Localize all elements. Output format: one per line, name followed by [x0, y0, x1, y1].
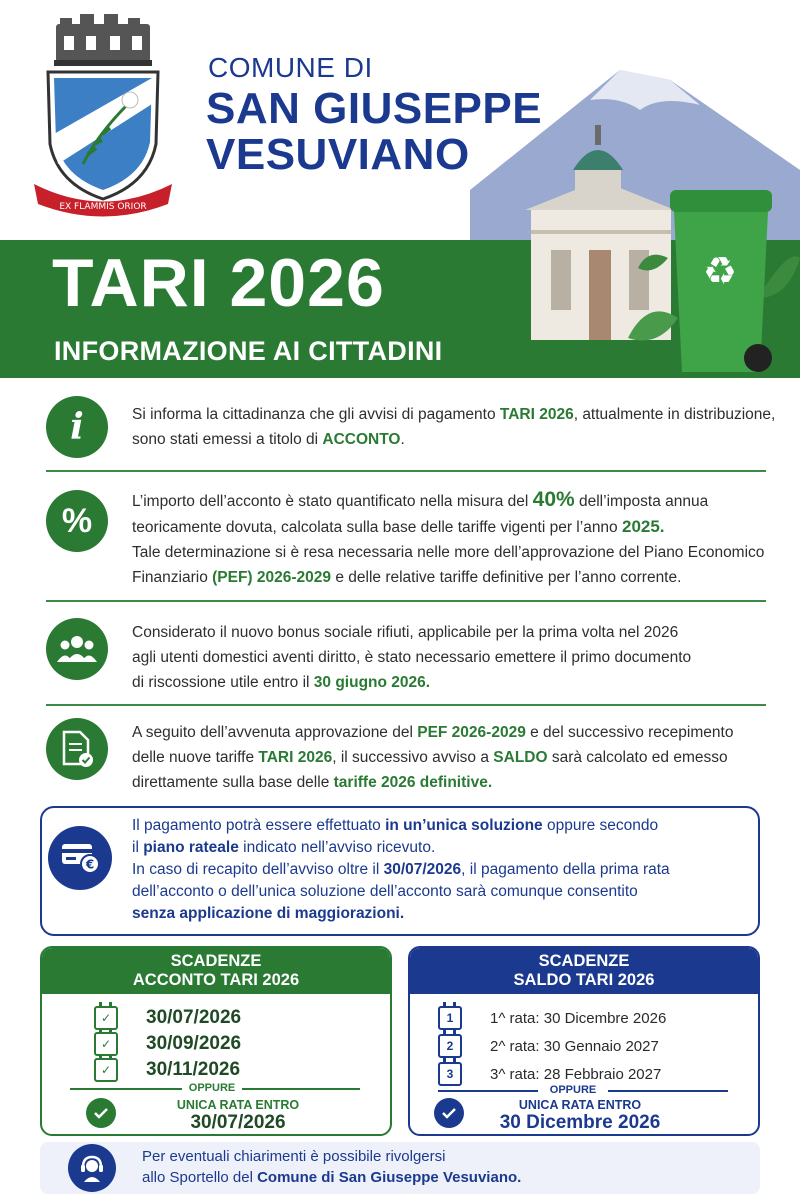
municipal-crest-logo	[28, 14, 178, 224]
acconto-header: SCADENZE ACCONTO TARI 2026	[42, 948, 390, 994]
comune-name-line2: VESUVIANO	[206, 130, 470, 179]
info-icon: i	[46, 396, 108, 458]
comune-di-label: COMUNE DI	[208, 52, 373, 83]
calendar-2-icon: 2	[438, 1034, 462, 1058]
calendar-check-icon: ✓	[94, 1006, 118, 1030]
acconto-date-1: ✓ 30/07/2026	[94, 1006, 241, 1030]
saldo-unica-rata: UNICA RATA ENTRO 30 Dicembre 2026	[499, 1098, 661, 1133]
banner-title: TARI 2026	[52, 245, 385, 321]
recycling-bin-illustration	[608, 188, 800, 380]
calendar-1-icon: 1	[438, 1006, 462, 1030]
saldo-deadlines-box	[408, 946, 760, 1136]
info-row-2: L’importo dell’acconto è stato quantificato nella misura del 40% dell’imposta annua teoricamente dovuta, calcolata sulla base delle tariffe vigenti per l’anno 2025. Tale determinazione si è resa necessaria nelle more dell’approvazione del Piano Economico Finanziario (PEF) 2026-2029 e delle relative tariffe definitive per l’anno corrente.	[132, 488, 765, 586]
info-row-3: Considerato il nuovo bonus sociale rifiuti, applicabile per la prima volta nel 2026 agli utenti domestici aventi diritto, è stato necessario emettere il primo documento di riscossione utile entro il 30 giugno 2026.	[132, 624, 692, 691]
oppure-label: OPPURE	[538, 1084, 608, 1096]
acconto-unica-rata: UNICA RATA ENTRO 30/07/2026	[176, 1098, 300, 1133]
svg-text:♻: ♻	[702, 249, 738, 293]
saldo-rata-2: 2 2^ rata: 30 Gennaio 2027	[438, 1034, 659, 1058]
calendar-check-icon: ✓	[94, 1058, 118, 1082]
crest-motto: EX FLAMMIS ORIOR	[59, 202, 147, 212]
svg-text:€: €	[85, 857, 95, 872]
footer-text: Per eventuali chiarimenti è possibile rivolgersi allo Sportello del Comune di San Giuseppe Vesuviano.	[142, 1148, 522, 1186]
payment-text: Il pagamento potrà essere effettuato in un’unica soluzione oppure secondo il piano rateale indicato nell’avviso ricevuto. In caso di recapito dell’avviso oltre il 30/07/2026, il pagamento della prima rata dell’acconto o dell’unica soluzione dell’acconto sarà comunque consentito senza applicazione di maggiorazioni.	[132, 817, 670, 922]
acconto-date-3: ✓ 30/11/2026	[94, 1058, 240, 1082]
check-circle-icon	[86, 1098, 116, 1128]
oppure-label: OPPURE	[182, 1082, 242, 1094]
calendar-check-icon: ✓	[94, 1032, 118, 1056]
acconto-date-2: ✓ 30/09/2026	[94, 1032, 241, 1056]
headset-icon	[68, 1144, 116, 1192]
info-row-4: A seguito dell’avvenuta approvazione del PEF 2026-2029 e del successivo recepimento delle nuove tariffe TARI 2026, il successivo avviso a SALDO sarà calcolato ed emesso direttamente sulla base delle tariffe 2026 definitive.	[132, 724, 734, 791]
calendar-3-icon: 3	[438, 1062, 462, 1086]
comune-name-line1: SAN GIUSEPPE	[206, 84, 543, 133]
divider	[46, 704, 766, 706]
check-circle-icon	[434, 1098, 464, 1128]
card-euro-icon	[48, 826, 112, 890]
people-icon	[46, 618, 108, 680]
divider	[46, 600, 766, 602]
divider	[46, 470, 766, 472]
percent-icon: %	[46, 490, 108, 552]
saldo-header: SCADENZE SALDO TARI 2026	[410, 948, 758, 994]
saldo-rata-1: 1 1^ rata: 30 Dicembre 2026	[438, 1006, 666, 1030]
saldo-rata-3: 3 3^ rata: 28 Febbraio 2027	[438, 1062, 661, 1086]
info-row-1: Si informa la cittadinanza che gli avvisi di pagamento TARI 2026, attualmente in distribuzione, sono stati emessi a titolo di ACCONTO.	[132, 406, 776, 448]
banner-subtitle: INFORMAZIONE AI CITTADINI	[54, 336, 443, 366]
acconto-deadlines-box	[40, 946, 392, 1136]
document-check-icon	[46, 718, 108, 780]
